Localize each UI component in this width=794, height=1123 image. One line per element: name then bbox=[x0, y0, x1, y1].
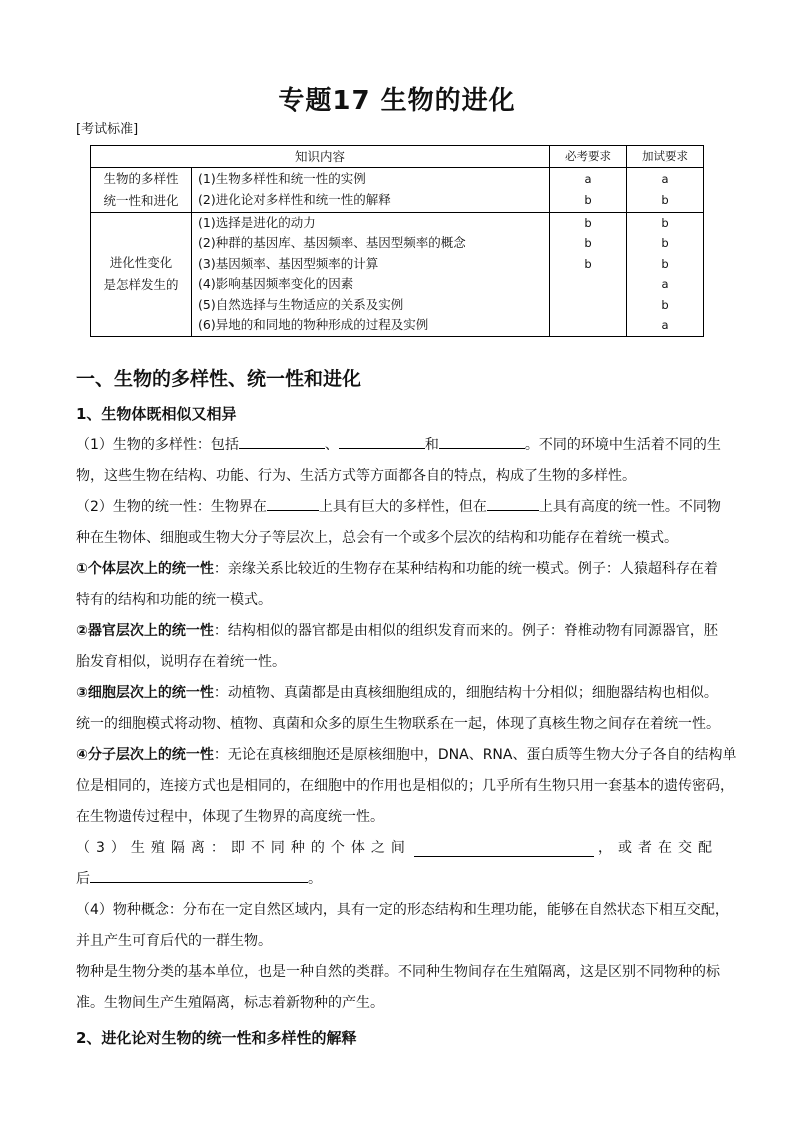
extra-level: b bbox=[661, 256, 669, 271]
extra-level: a bbox=[661, 277, 669, 291]
fill-blank[interactable] bbox=[339, 433, 425, 449]
text: （1）生物的多样性：包括 bbox=[76, 437, 239, 453]
item: (3)基因频率、基因型频率的计算 bbox=[198, 255, 379, 271]
paragraph-species-concept bbox=[76, 895, 729, 957]
keyword: ④分子层次上的统一性 bbox=[76, 747, 214, 763]
required-level: b bbox=[584, 236, 592, 250]
subsection-heading: 1、生物体既相似又相异 bbox=[76, 405, 237, 423]
item: (5)自然选择与生物适应的关系及实例 bbox=[198, 296, 404, 312]
text-line: 统一的细胞模式将动物、植物、真菌和众多的原生生物联系在一起，体现了真核生物之间存在着统一性。 bbox=[76, 716, 720, 732]
item: (4)影响基因频率变化的因素 bbox=[198, 276, 354, 291]
extra-level: b bbox=[661, 236, 669, 250]
item: (6)异地的和同地的物种形成的过程及实例 bbox=[198, 317, 429, 332]
text: （2）生物的统一性：生物界在 bbox=[76, 499, 267, 515]
paragraph-diversity bbox=[76, 430, 721, 492]
extra-level: a bbox=[661, 172, 669, 186]
category-line: 生物的多样性 bbox=[103, 170, 179, 186]
section-heading: 一、生物的多样性、统一性和进化 bbox=[76, 368, 362, 390]
text-line: 胎发育相似，说明存在着统一性。 bbox=[76, 654, 286, 670]
extra-level: b bbox=[661, 215, 669, 230]
text: ：亲缘关系比较近的生物存在某种结构和功能的统一模式。例子：人猿超科存在着 bbox=[213, 561, 718, 577]
table-row bbox=[91, 167, 704, 212]
items-cell bbox=[192, 167, 550, 212]
text: ：结构相似的器官都是由相似的组织发育而来的。例子：脊椎动物有同源器官，胚 bbox=[213, 623, 718, 639]
fill-blank[interactable] bbox=[439, 433, 525, 449]
text: 上具有高度的统一性。不同物 bbox=[538, 499, 721, 515]
fill-blank[interactable] bbox=[414, 841, 594, 857]
item: (2)进化论对多样性和统一性的解释 bbox=[198, 191, 391, 207]
text-line bbox=[76, 678, 718, 709]
text-line bbox=[76, 430, 721, 461]
keyword: ②器官层次上的统一性 bbox=[76, 623, 214, 639]
exam-standard-table bbox=[90, 145, 704, 337]
text-line bbox=[76, 616, 718, 647]
text-line bbox=[76, 864, 718, 895]
required-level: b bbox=[584, 192, 592, 207]
text: ：动植物、真菌都是由真核细胞组成的，细胞结构十分相似；细胞器结构也相似。 bbox=[213, 685, 718, 701]
text: 。 bbox=[308, 871, 322, 887]
text-line bbox=[76, 740, 737, 771]
text-line: 物，这些生物在结构、功能、行为、生活方式等方面都各自的特点，构成了生物的多样性。 bbox=[76, 468, 636, 484]
text: （3）生殖隔离：即不同种的个体之间 bbox=[76, 840, 411, 856]
required-level: b bbox=[584, 256, 592, 271]
text: 和 bbox=[424, 437, 439, 453]
fill-blank[interactable] bbox=[90, 867, 308, 883]
keyword: ①个体层次上的统一性 bbox=[76, 561, 214, 577]
paragraph-species-unit bbox=[76, 957, 718, 1019]
paragraph-unity bbox=[76, 492, 721, 554]
text-line: 准。生物间生产生殖隔离，标志着新物种的产生。 bbox=[76, 995, 384, 1011]
text-line bbox=[76, 492, 721, 523]
item: (1)选择是进化的动力 bbox=[198, 214, 316, 230]
extra-level: b bbox=[661, 297, 669, 312]
category-line: 统一性和进化 bbox=[103, 192, 179, 208]
exam-standard-label: [考试标准] bbox=[76, 122, 139, 137]
text-line: 种在生物体、细胞或生物大分子等层次上，总会有一个或多个层次的结构和功能存在着统一模式。 bbox=[76, 530, 678, 546]
text: 。不同的环境中生活着不同的生 bbox=[524, 437, 721, 453]
fill-blank[interactable] bbox=[267, 495, 319, 511]
text-line: （4）物种概念：分布在一定自然区域内，具有一定的形态结构和生理功能，能够在自然状态下相互交配， bbox=[76, 902, 729, 918]
text: 上具有巨大的多样性，但在 bbox=[318, 499, 487, 515]
category-cell bbox=[91, 212, 192, 336]
header-required: 必考要求 bbox=[550, 146, 627, 168]
text-line: 并且产生可育后代的一群生物。 bbox=[76, 933, 272, 949]
extra-cell bbox=[627, 212, 704, 336]
page-title: 专题17 生物的进化 bbox=[278, 86, 516, 116]
text: ，或者在交配 bbox=[598, 840, 718, 856]
items-cell bbox=[192, 212, 550, 336]
table-row bbox=[91, 212, 704, 336]
paragraph-cell-level bbox=[76, 678, 718, 740]
category-cell bbox=[91, 167, 192, 212]
text-line: 物种是生物分类的基本单位，也是一种自然的类群。不同种生物间存在生殖隔离，这是区别不同物种的标 bbox=[76, 964, 720, 980]
paragraph-molecule-level bbox=[76, 740, 737, 833]
required-level: b bbox=[584, 215, 592, 230]
text-line bbox=[76, 833, 718, 864]
header-knowledge: 知识内容 bbox=[91, 146, 550, 168]
category-line: 是怎样发生的 bbox=[103, 277, 179, 292]
text: 、 bbox=[324, 437, 339, 453]
paragraph-reproductive-isolation bbox=[76, 833, 718, 895]
subsection-heading: 2、进化论对生物的统一性和多样性的解释 bbox=[76, 1029, 357, 1047]
category-line: 进化性变化 bbox=[109, 255, 173, 270]
text-line bbox=[76, 554, 718, 585]
header-extra: 加试要求 bbox=[627, 146, 704, 168]
item: (1)生物多样性和统一性的实例 bbox=[198, 171, 366, 186]
paragraph-organ-level bbox=[76, 616, 718, 678]
text-line: 特有的结构和功能的统一模式。 bbox=[76, 592, 272, 608]
table-header-row bbox=[91, 146, 704, 168]
keyword: ③细胞层次上的统一性 bbox=[76, 685, 214, 701]
extra-cell bbox=[627, 167, 704, 212]
extra-level: a bbox=[661, 318, 669, 332]
required-cell bbox=[550, 167, 627, 212]
text-line: 位是相同的，连接方式也是相同的，在细胞中的作用也是相似的；几乎所有生物只用一套基本的遗传密码， bbox=[76, 778, 734, 794]
text-line: 在生物遗传过程中，体现了生物界的高度统一性。 bbox=[76, 809, 384, 825]
text: 后 bbox=[76, 871, 90, 887]
fill-blank[interactable] bbox=[487, 495, 539, 511]
fill-blank[interactable] bbox=[239, 433, 325, 449]
text: ：无论在真核细胞还是原核细胞中，DNA、RNA、蛋白质等生物大分子各自的结构单 bbox=[213, 747, 737, 763]
item: (2)种群的基因库、基因频率、基因型频率的概念 bbox=[198, 235, 466, 250]
paragraph-individual-level bbox=[76, 554, 718, 616]
required-level: a bbox=[584, 172, 592, 186]
required-cell bbox=[550, 212, 627, 336]
extra-level: b bbox=[661, 192, 669, 207]
